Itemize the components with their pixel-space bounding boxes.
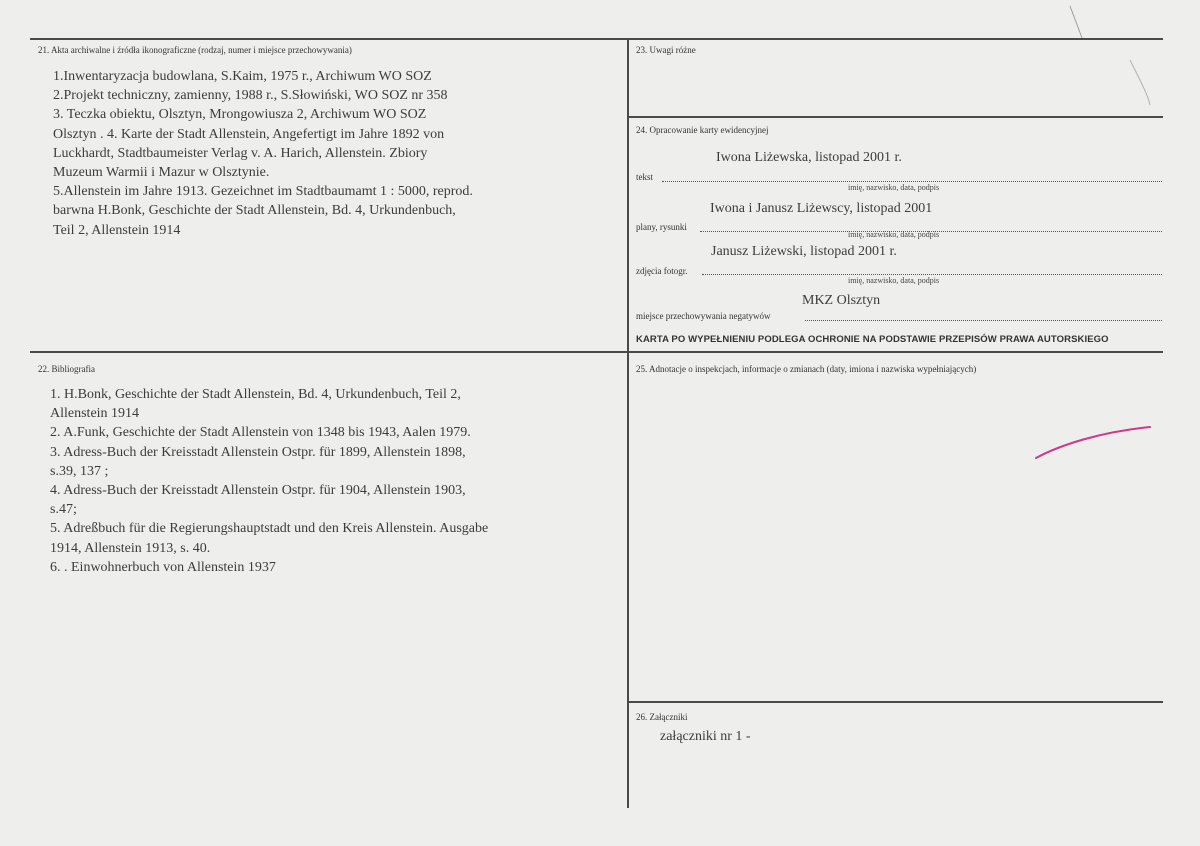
plans-label: plany, rysunki: [636, 222, 687, 232]
section-26-title: 26. Załączniki: [636, 712, 688, 722]
section-22-line: 1914, Allenstein 1913, s. 40.: [50, 540, 211, 556]
negatives-label: miejsce przechowywania negatywów: [636, 311, 771, 321]
negatives-location-value: MKZ Olsztyn: [802, 293, 881, 308]
copyright-notice: KARTA PO WYPEŁNIENIU PODLEGA OCHRONIE NA PODSTAWIE PRZEPISÓW PRAWA AUTORSKIEGO: [636, 334, 1109, 345]
section-21-line: Luckhardt, Stadtbaumeister Verlag v. A. Harich, Allenstein. Zbiory: [53, 145, 428, 161]
plans-author-value: Iwona i Janusz Liżewscy, listopad 2001: [710, 201, 933, 216]
section-21-line: Teil 2, Allenstein 1914: [53, 222, 181, 238]
faint-pen-stroke: [1070, 6, 1082, 38]
text-author-value: Iwona Liżewska, listopad 2001 r.: [716, 150, 902, 165]
section-21-line: 1.Inwentaryzacja budowlana, S.Kaim, 1975 r., Archiwum WO SOZ: [53, 69, 432, 84]
section-21-title: 21. Akta archiwalne i źródła ikonograficzne (rodzaj, numer i miejsce przechowywania): [38, 45, 352, 55]
plans-caption: imię, nazwisko, data, podpis: [848, 230, 940, 239]
section-24-title: 24. Opracowanie karty ewidencyjnej: [636, 125, 769, 135]
section-22-line: Allenstein 1914: [50, 406, 140, 422]
section-21-line: 2.Projekt techniczny, zamienny, 1988 r., S.Słowiński, WO SOZ nr 358: [53, 88, 448, 104]
text-label: tekst: [636, 172, 653, 182]
section-22-line: 2. A.Funk, Geschichte der Stadt Allenstein von 1348 bis 1943, Aalen 1979.: [50, 425, 471, 441]
section-22-line: 3. Adress-Buch der Kreisstadt Allenstein Ostpr. für 1899, Allenstein 1898,: [50, 444, 466, 460]
photos-caption: imię, nazwisko, data, podpis: [848, 276, 940, 285]
pink-pen-stroke: [1036, 427, 1150, 458]
attachments-value: załączniki nr 1 -: [660, 729, 751, 744]
section-22-line: 5. Adreßbuch für die Regierungshauptstadt und den Kreis Allenstein. Ausgabe: [50, 521, 489, 537]
faint-pen-curve: [1130, 60, 1150, 105]
section-23-title: 23. Uwagi różne: [636, 45, 696, 55]
section-21-line: Muzeum Warmii i Mazur w Olsztynie.: [53, 165, 270, 181]
section-22-line: 1. H.Bonk, Geschichte der Stadt Allenstein, Bd. 4, Urkundenbuch, Teil 2,: [50, 387, 461, 402]
section-22-line: 6. . Einwohnerbuch von Allenstein 1937: [50, 559, 276, 575]
section-21-line: Olsztyn . 4. Karte der Stadt Allenstein, Angefertigt im Jahre 1892 von: [53, 126, 445, 142]
section-22-line: 4. Adress-Buch der Kreisstadt Allenstein Ostpr. für 1904, Allenstein 1903,: [50, 483, 466, 499]
section-22-title: 22. Bibliografia: [38, 364, 95, 374]
text-caption: imię, nazwisko, data, podpis: [848, 183, 940, 192]
section-21-line: 5.Allenstein im Jahre 1913. Gezeichnet im Stadtbaumamt 1 : 5000, reprod.: [53, 184, 473, 200]
section-25-title: 25. Adnotacje o inspekcjach, informacje o zmianach (daty, imiona i nazwiska wypełniających): [636, 364, 977, 374]
section-22-line: s.47;: [50, 502, 77, 518]
photos-author-value: Janusz Liżewski, listopad 2001 r.: [711, 244, 897, 259]
photos-label: zdjęcia fotogr.: [636, 266, 688, 276]
section-22-line: s.39, 137 ;: [50, 463, 109, 479]
section-21-line: barwna H.Bonk, Geschichte der Stadt Allenstein, Bd. 4, Urkundenbuch,: [53, 203, 456, 219]
section-21-line: 3. Teczka obiektu, Olsztyn, Mrongowiusza 2, Archiwum WO SOZ: [53, 107, 427, 123]
